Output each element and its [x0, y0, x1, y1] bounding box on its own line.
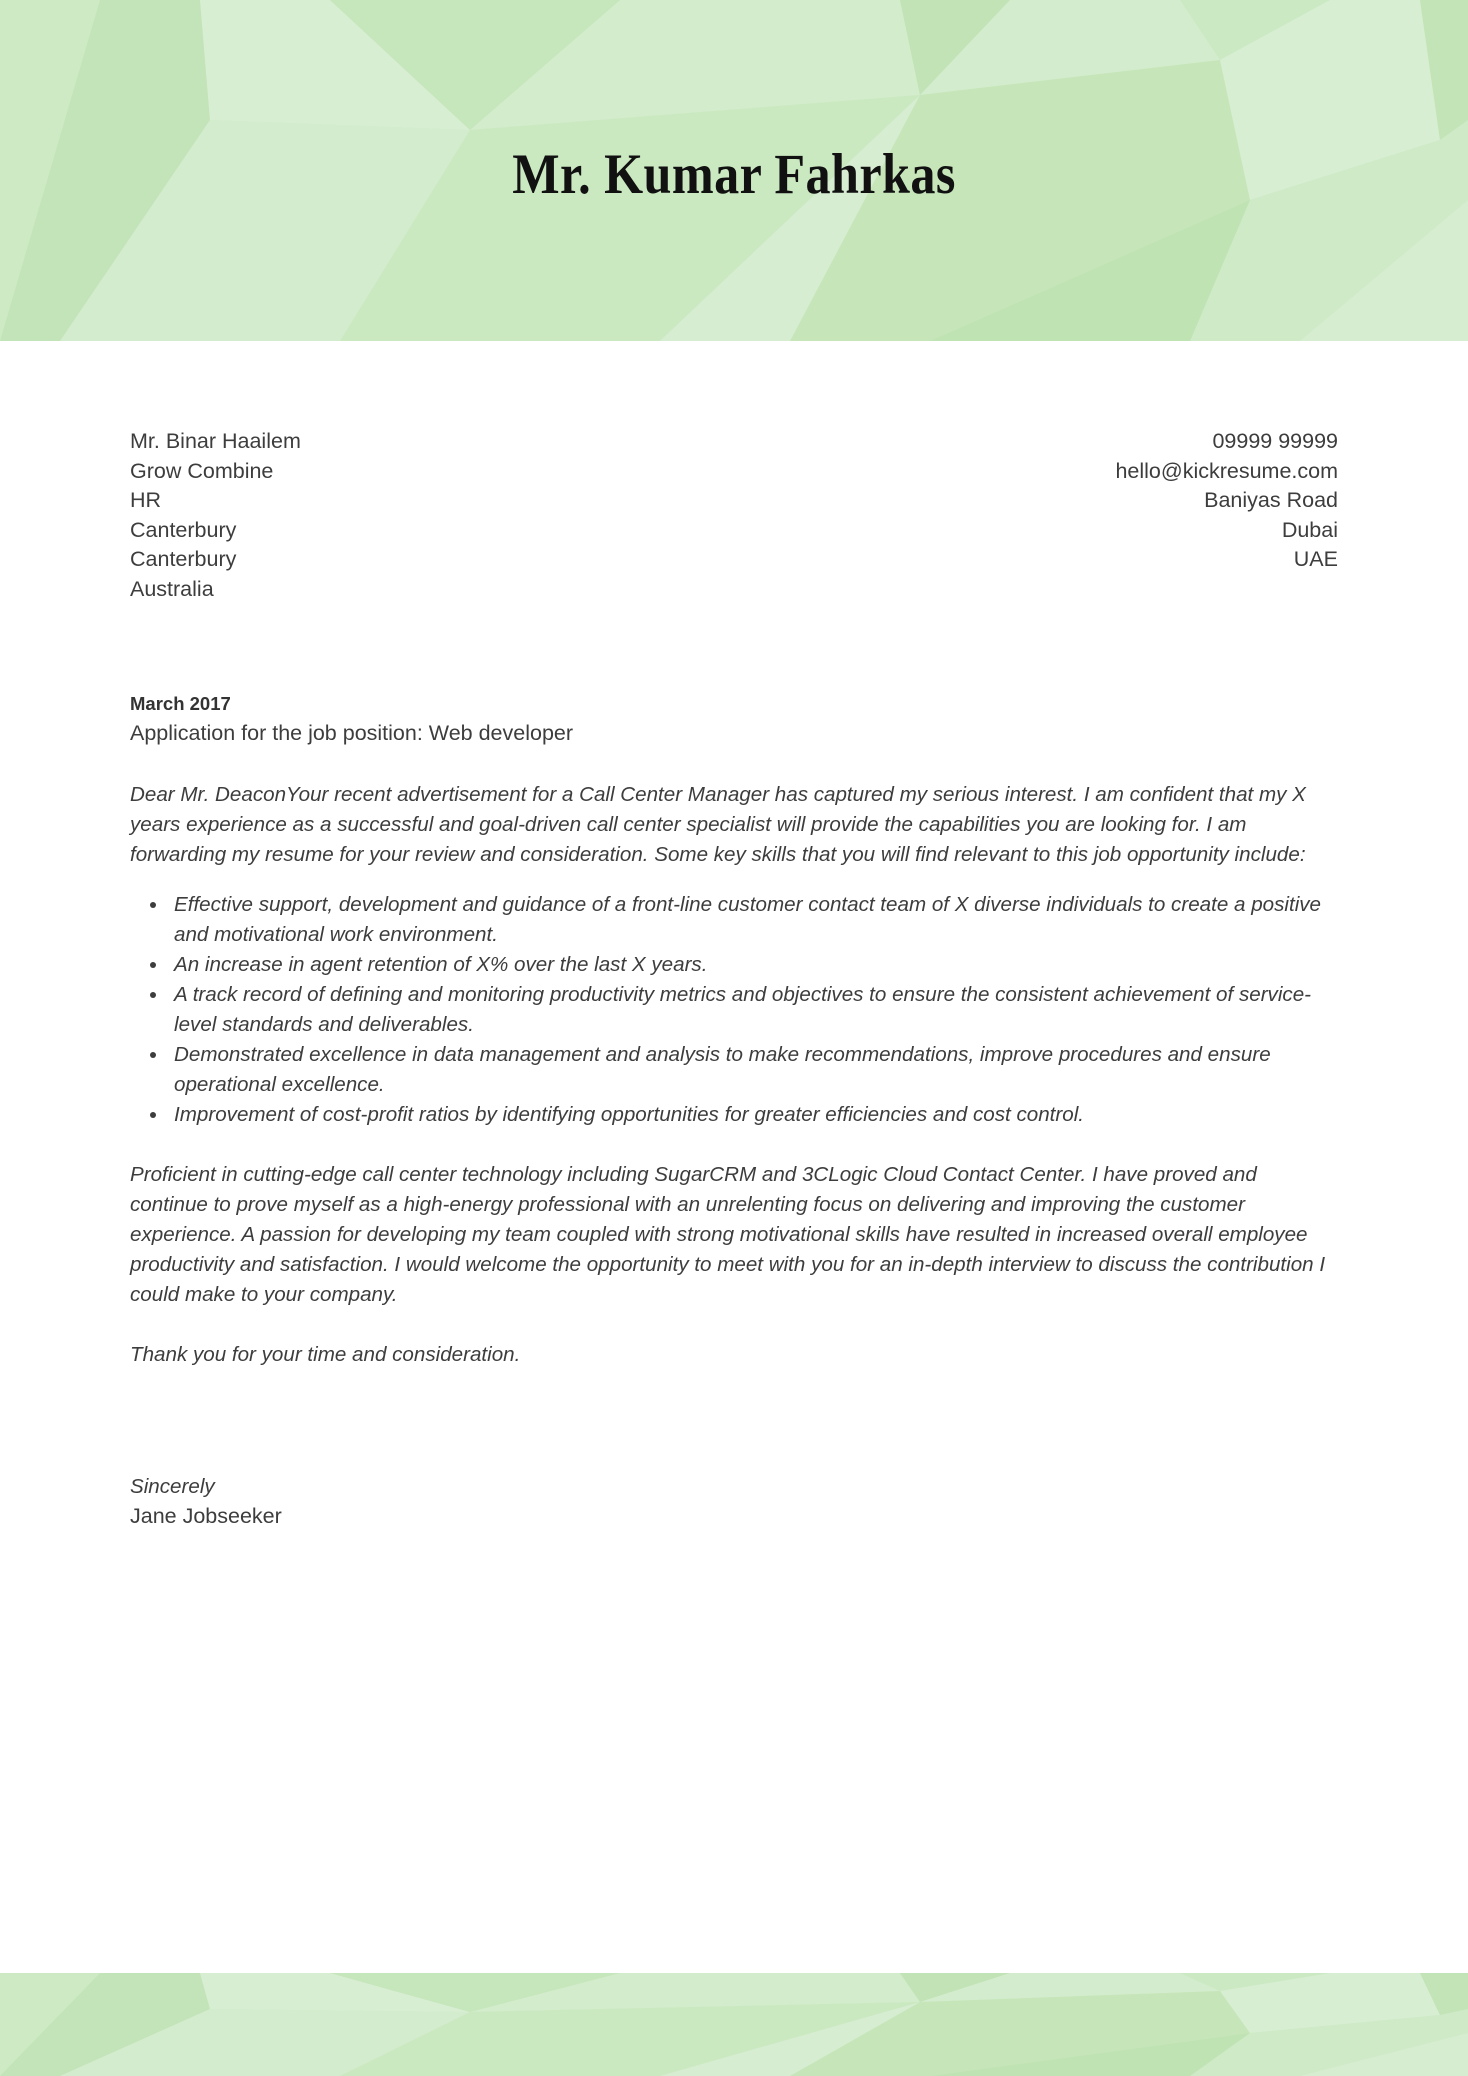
sender-street: Baniyas Road [1204, 488, 1338, 513]
skills-list [130, 890, 1338, 1130]
address-row [130, 341, 1338, 605]
list-item: Improvement of cost-profit ratios by identifying opportunities for greater efficiencies and cost control. [130, 1100, 1338, 1130]
sender-email: hello@kickresume.com [1115, 458, 1338, 483]
list-item: A track record of defining and monitoring productivity metrics and objectives to ensure the consistent achievement of service-level standards and deliverables. [130, 980, 1338, 1040]
sender-country: UAE [1293, 547, 1338, 572]
sign-off: Sincerely [130, 1475, 215, 1499]
sender-contact-block [1115, 427, 1338, 575]
recipient-line: Canterbury [130, 547, 237, 572]
recipient-address-block [130, 427, 301, 605]
list-item: Effective support, development and guidance of a front-line customer contact team of X diverse individuals to create a positive and motivational work environment. [130, 890, 1338, 950]
recipient-line: Mr. Binar Haailem [130, 429, 301, 453]
footer-decorative-band [0, 1973, 1468, 2076]
letter-subject: Application for the job position: Web developer [130, 720, 574, 745]
letter-body [0, 341, 1468, 1531]
closing-paragraph: Proficient in cutting-edge call center technology including SugarCRM and 3CLogic Cloud Contact Center. I have proved and continue to prove myself as a high-energy professional with an unrelenting focus on delivering and improving the customer experience. A passion for developing my team coupled with strong motivational skills have resulted in increased overall employee productivity and satisfaction. I would welcome the opportunity to meet with you for an in-depth interview to discuss the contribution I could make to your company. [130, 1163, 1326, 1307]
letter-date: March 2017 [130, 692, 231, 714]
intro-paragraph: Dear Mr. DeaconYour recent advertisement for a Call Center Manager has captured my serious interest. I am confident that my X years experience as a successful and goal-driven call center specialist will provide the capabilities you are looking for. I am forwarding my resume for your review and consideration. Some key skills that you will find relevant to this job opportunity include: [130, 782, 1306, 866]
applicant-name: Mr. Kumar Fahrkas [512, 143, 956, 206]
sender-phone: 09999 99999 [1212, 429, 1338, 453]
low-poly-pattern-header [0, 0, 1468, 341]
recipient-line: Canterbury [130, 517, 237, 542]
sender-city: Dubai [1281, 517, 1338, 542]
letter-meta-block [130, 691, 1338, 748]
recipient-line: Australia [130, 576, 214, 601]
signer-name: Jane Jobseeker [130, 1504, 282, 1529]
list-item: Demonstrated excellence in data management and analysis to make recommendations, improve procedures and ensure operational excellence. [130, 1040, 1338, 1100]
signature-block [130, 1472, 1338, 1531]
list-item: An increase in agent retention of X% over the last X years. [130, 950, 1338, 980]
recipient-line: HR [130, 488, 162, 513]
thanks-paragraph: Thank you for your time and consideration. [130, 1343, 521, 1367]
header-decorative-band [0, 0, 1468, 341]
low-poly-pattern-footer [0, 1973, 1468, 2076]
recipient-line: Grow Combine [130, 458, 274, 483]
